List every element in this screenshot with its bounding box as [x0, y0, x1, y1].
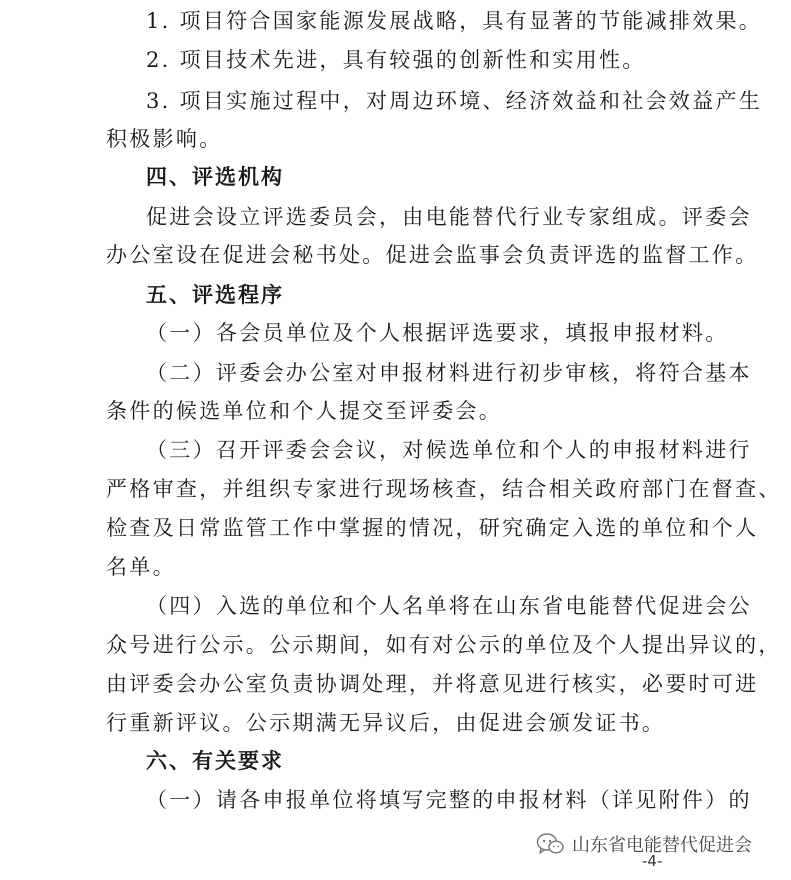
paragraph: 促进会设立评选委员会，由电能替代行业专家组成。评委会: [146, 205, 752, 229]
procedure-2-cont: 条件的候选单位和个人提交至评委会。: [106, 399, 503, 423]
page-number: -4-: [642, 852, 663, 870]
section-heading-6: 六、有关要求: [146, 749, 284, 773]
procedure-4-cont: 由评委会办公室负责协调处理，并将意见进行核实，必要时可进: [106, 672, 759, 696]
procedure-3-cont: 名单。: [106, 555, 176, 579]
criterion-1: 1. 项目符合国家能源发展战略，具有显著的节能减排效果。: [146, 9, 763, 33]
requirement-1: （一）请各申报单位将填写完整的申报材料（详见附件）的: [146, 788, 752, 812]
watermark-text: 山东省电能替代促进会: [572, 835, 752, 856]
wechat-icon: [536, 832, 564, 856]
procedure-1: （一）各会员单位及个人根据评选要求，填报申报材料。: [146, 321, 729, 345]
paragraph-cont: 办公室设在促进会秘书处。促进会监事会负责评选的监督工作。: [106, 243, 759, 267]
criterion-2: 2. 项目技术先进，具有较强的创新性和实用性。: [146, 48, 646, 72]
section-heading-4: 四、评选机构: [146, 165, 284, 189]
procedure-3-cont: 检查及日常监管工作中掌握的情况，研究确定入选的单位和个人: [106, 516, 759, 540]
criterion-3: 3. 项目实施过程中，对周边环境、经济效益和社会效益产生: [146, 89, 763, 113]
procedure-2: （二）评委会办公室对申报材料进行初步审核，将符合基本: [146, 361, 752, 385]
section-heading-5: 五、评选程序: [146, 283, 284, 307]
procedure-3-cont: 严格审查，并组织专家进行现场核查，结合相关政府部门在督查、: [106, 477, 782, 501]
procedure-4-cont: 众号进行公示。公示期间，如有对公示的单位及个人提出异议的，: [106, 633, 782, 657]
criterion-3-cont: 积极影响。: [106, 127, 223, 151]
procedure-4: （四）入选的单位和个人名单将在山东省电能替代促进会公: [146, 594, 752, 618]
procedure-4-cont: 行重新评议。公示期满无异议后，由促进会颁发证书。: [106, 711, 666, 735]
procedure-3: （三）召开评委会会议，对候选单位和个人的申报材料进行: [146, 438, 752, 462]
